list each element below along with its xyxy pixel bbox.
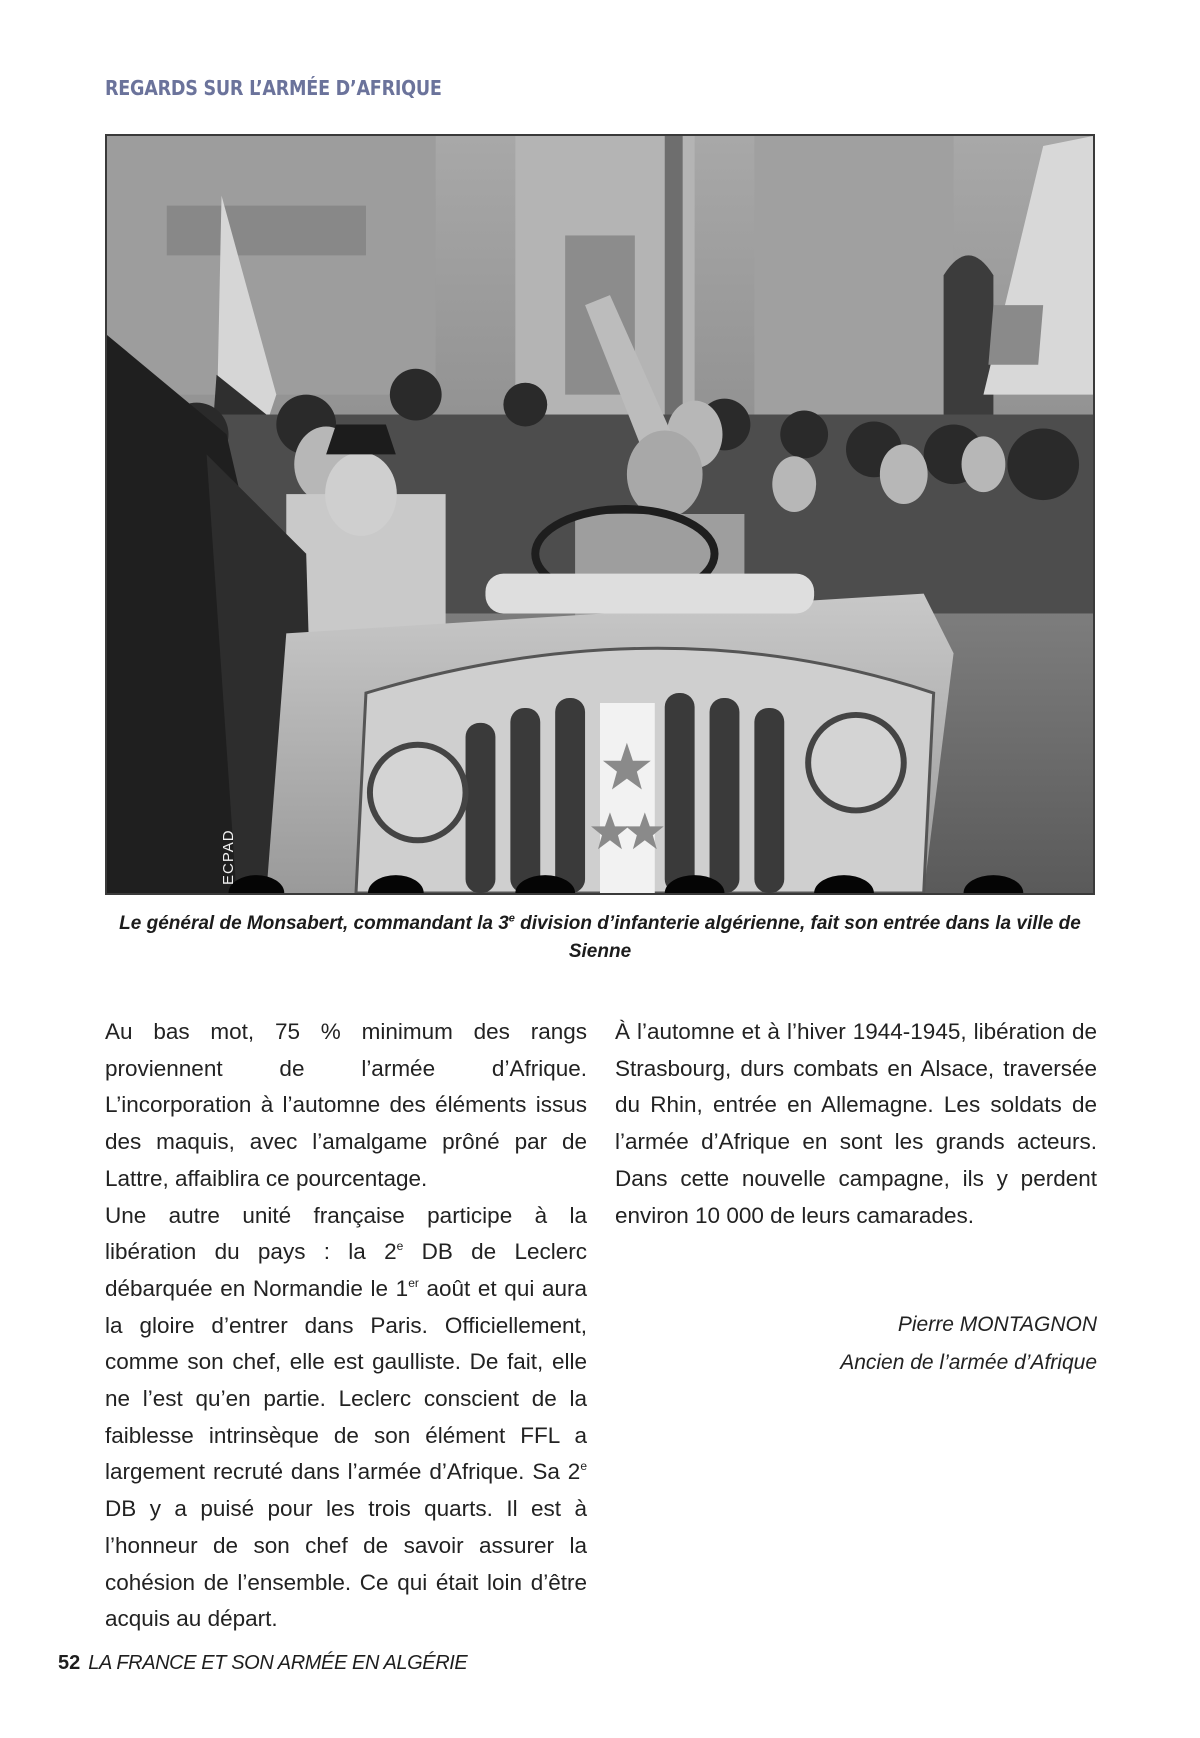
photo-monsabert-siena — [105, 134, 1095, 895]
caption-superscript: e — [508, 912, 515, 925]
photo-credit: ECPAD — [220, 829, 237, 885]
superscript: e — [580, 1459, 587, 1474]
body-column-left — [105, 1014, 587, 1638]
text-run: DB de Leclerc débarquée en Normandie le 1 — [105, 1239, 587, 1301]
paragraph: À l’automne et à l’hiver 1944-1945, libération de Strasbourg, durs combats en Alsace, traversée du Rhin, entrée en Allemagne. Les soldats de l’armée d’Afrique en sont les grands acteurs. Dans cette nouvelle campagne, ils y perdent environ 10 000 de leurs camarades. — [615, 1019, 1097, 1228]
page-footer — [58, 1652, 467, 1675]
text-run: août et qui aura la gloire d’entrer dans Paris. Officiellement, comme son chef, elle est gaulliste. De fait, elle ne l’est qu’en partie. Leclerc conscient de la faiblesse intrinsèque de son élément FFL a largement recruté dans l’armée d’Afrique. Sa 2 — [105, 1275, 587, 1485]
paragraph: Au bas mot, 75 % minimum des rangs proviennent de l’armée d’Afrique. L’incorporation à l’automne des éléments issus des maquis, avec l’amalgame prôné par de Lattre, affaiblira ce pourcentage. — [105, 1019, 587, 1191]
signature — [615, 1306, 1097, 1382]
text-run: DB y a puisé pour les trois quarts. Il est à l’honneur de son chef de savoir assurer la cohésion de l’ensemble. Ce qui était loin d’être acquis au départ. — [105, 1496, 587, 1632]
author-name: Pierre MONTAGNON — [897, 1313, 1097, 1336]
text-run: Une autre unité française participe à la libération du pays : la 2 — [105, 1202, 587, 1265]
caption-text: Le général de Monsabert, commandant la 3 — [119, 913, 509, 934]
superscript: er — [408, 1275, 419, 1290]
photo-image — [107, 136, 1093, 893]
running-head: REGARDS SUR L’ARMÉE D’AFRIQUE — [105, 76, 442, 100]
book-title: LA FRANCE ET SON ARMÉE EN ALGÉRIE — [88, 1652, 468, 1674]
page-number: 52 — [58, 1652, 81, 1674]
body-column-right — [615, 1014, 1097, 1234]
superscript: e — [396, 1239, 404, 1254]
paragraph — [105, 1198, 587, 1638]
caption-text-cont: division d’infanterie algérienne, fait son entrée dans la ville de Sienne — [514, 913, 1081, 962]
author-role: Ancien de l’armée d’Afrique — [840, 1351, 1097, 1374]
photo-caption — [105, 910, 1095, 966]
